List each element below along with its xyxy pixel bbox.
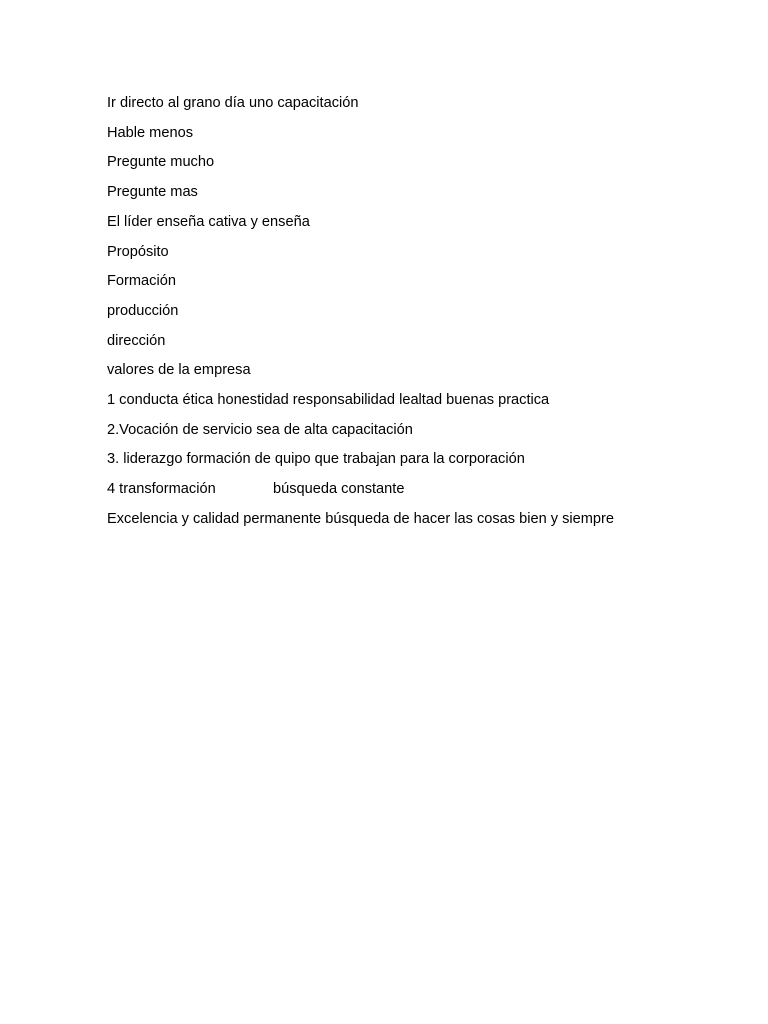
document-body: [107, 89, 747, 535]
value-item-1: 1 conducta ética honestidad responsabilidad lealtad buenas practica: [107, 392, 550, 409]
value-item-3: 3. liderazgo formación de quipo que trabajan para la corporación: [107, 451, 525, 468]
text-line: dirección: [107, 332, 166, 349]
text-line: El líder enseña cativa y enseña: [107, 213, 310, 230]
value-item-4: [107, 475, 747, 505]
text-line: producción: [107, 302, 179, 319]
text-line: Formación: [107, 273, 176, 290]
text-line: Hable menos: [107, 124, 193, 141]
text-line: Ir directo al grano día uno capacitación: [107, 95, 359, 111]
value-item-2: 2.Vocación de servicio sea de alta capacitación: [107, 421, 413, 438]
value-item-4-detail: búsqueda constante: [273, 481, 405, 498]
text-line: Propósito: [107, 243, 169, 260]
value-item-4-label: 4 transformación: [107, 481, 216, 498]
text-line: Pregunte mucho: [107, 154, 215, 171]
closing-line: Excelencia y calidad permanente búsqueda de hacer las cosas bien y siempre: [107, 510, 615, 527]
text-line: valores de la empresa: [107, 362, 251, 379]
text-line: Pregunte mas: [107, 184, 198, 201]
